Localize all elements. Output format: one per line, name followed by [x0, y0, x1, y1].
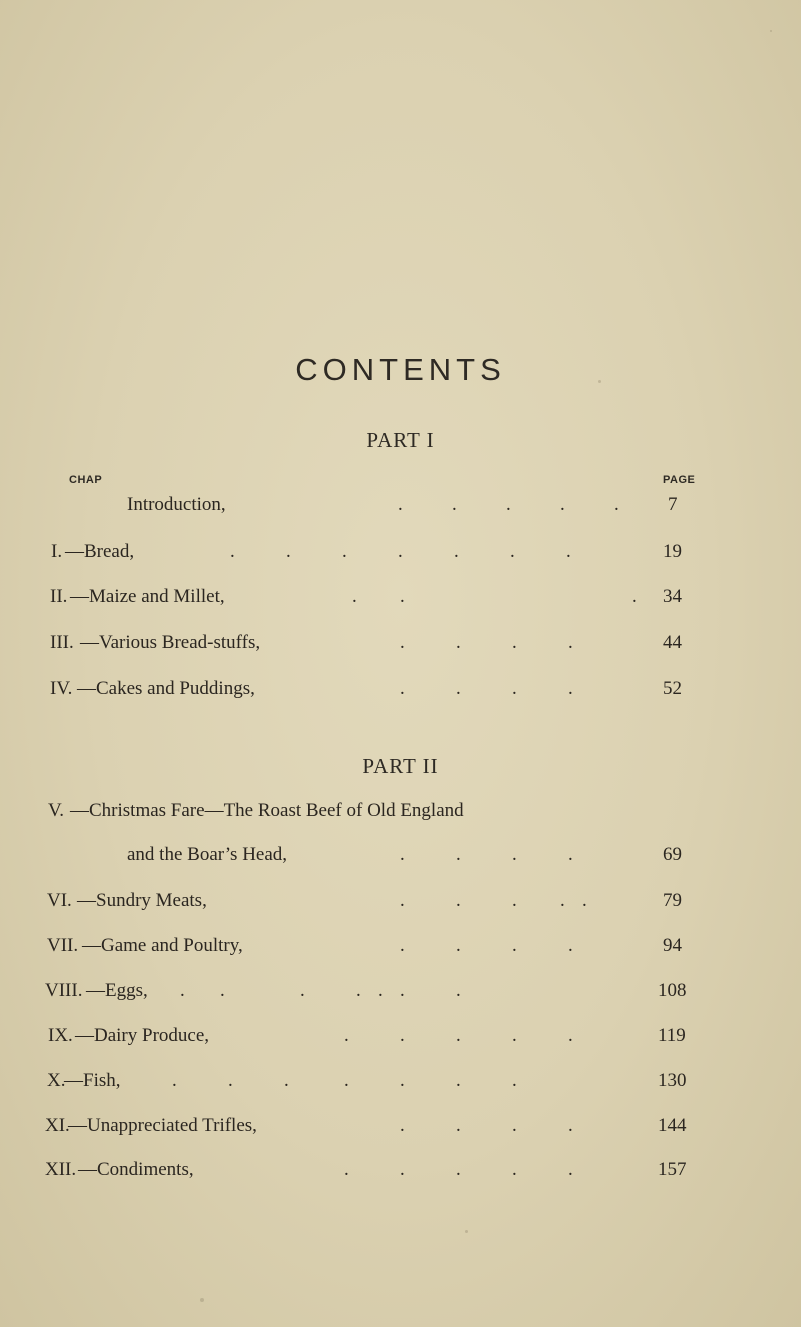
chapter-title: —Dairy Produce,	[75, 1025, 210, 1046]
chapter-number: XII.	[45, 1159, 77, 1180]
paper-speck	[465, 1230, 468, 1233]
page-number: 7	[668, 494, 678, 515]
page-number: 69	[663, 844, 682, 865]
paper-speck	[598, 380, 601, 383]
chapter-title: Introduction,	[127, 494, 226, 515]
chapter-number: XI.	[45, 1115, 70, 1136]
chapter-title: —Various Bread-stuffs,	[80, 632, 261, 653]
chapter-number: VI.	[47, 890, 72, 911]
chapter-title: —Sundry Meats,	[77, 890, 207, 911]
toc-entry: IV. —Cakes and Puddings, . . . . 52	[0, 674, 801, 704]
toc-entry: VIII. —Eggs, . . . . . . . 108	[0, 976, 801, 1006]
page-number: 52	[663, 678, 682, 699]
paper-speck	[200, 1298, 204, 1302]
toc-entry: XII. —Condiments, . . . . . 157	[0, 1155, 801, 1185]
page-number: 19	[663, 541, 682, 562]
chap-column-header: CHAP	[69, 474, 103, 486]
page-number: 108	[658, 980, 687, 1001]
chapter-number: X.	[47, 1070, 66, 1091]
toc-entry: VII. —Game and Poultry, . . . . 94	[0, 931, 801, 961]
chapter-number: III.	[50, 632, 74, 653]
toc-entry: Introduction, . . . . . 7	[0, 490, 801, 520]
page-number: 130	[658, 1070, 687, 1091]
page-number: 119	[658, 1025, 686, 1046]
toc-entry: I. —Bread, . . . . . . . 19	[0, 537, 801, 567]
toc-entry: X. —Fish, . . . . . . . 130	[0, 1066, 801, 1096]
chapter-number: V.	[48, 800, 65, 821]
chapter-title: —Christmas Fare—The Roast Beef of Old England	[70, 800, 464, 821]
page-number: 79	[663, 890, 682, 911]
page-number: 94	[663, 935, 682, 956]
chapter-number: IX.	[48, 1025, 73, 1046]
toc-entry: IX. —Dairy Produce, . . . . . 119	[0, 1021, 801, 1051]
page-title: CONTENTS	[295, 352, 506, 387]
chapter-title: —Cakes and Puddings,	[77, 678, 255, 699]
chapter-title-continuation: and the Boar’s Head,	[127, 844, 288, 865]
chapter-title: —Condiments,	[78, 1159, 194, 1180]
chapter-number: I.	[51, 541, 63, 562]
chapter-number: IV.	[50, 678, 73, 699]
part-heading-2: PART II	[362, 754, 439, 778]
toc-entry: VI. —Sundry Meats, . . . . . 79	[0, 886, 801, 916]
page-number: 144	[658, 1115, 687, 1136]
page-column-header: PAGE	[663, 474, 696, 486]
toc-entry: and the Boar’s Head, . . . . 69	[0, 840, 801, 870]
page-number: 157	[658, 1159, 687, 1180]
toc-entry	[0, 796, 801, 826]
chapter-title: —Game and Poultry,	[82, 935, 243, 956]
paper-speck	[770, 30, 772, 32]
page-number: 44	[663, 632, 682, 653]
chapter-number: II.	[50, 586, 68, 607]
chapter-title: —Unappreciated Trifles,	[68, 1115, 257, 1136]
chapter-title: —Maize and Millet,	[70, 586, 225, 607]
chapter-title: —Bread,	[65, 541, 135, 562]
page-number: 34	[663, 586, 682, 607]
toc-entry: XI. —Unappreciated Trifles, . . . . 144	[0, 1111, 801, 1141]
toc-entry: II. —Maize and Millet, . . . 34	[0, 582, 801, 612]
chapter-number: VII.	[47, 935, 79, 956]
chapter-title: —Eggs,	[86, 980, 148, 1001]
toc-entry: III. —Various Bread-stuffs, . . . . 44	[0, 628, 801, 658]
chapter-number: VIII.	[45, 980, 83, 1001]
part-heading-1: PART I	[366, 428, 435, 452]
chapter-title: —Fish,	[64, 1070, 121, 1091]
